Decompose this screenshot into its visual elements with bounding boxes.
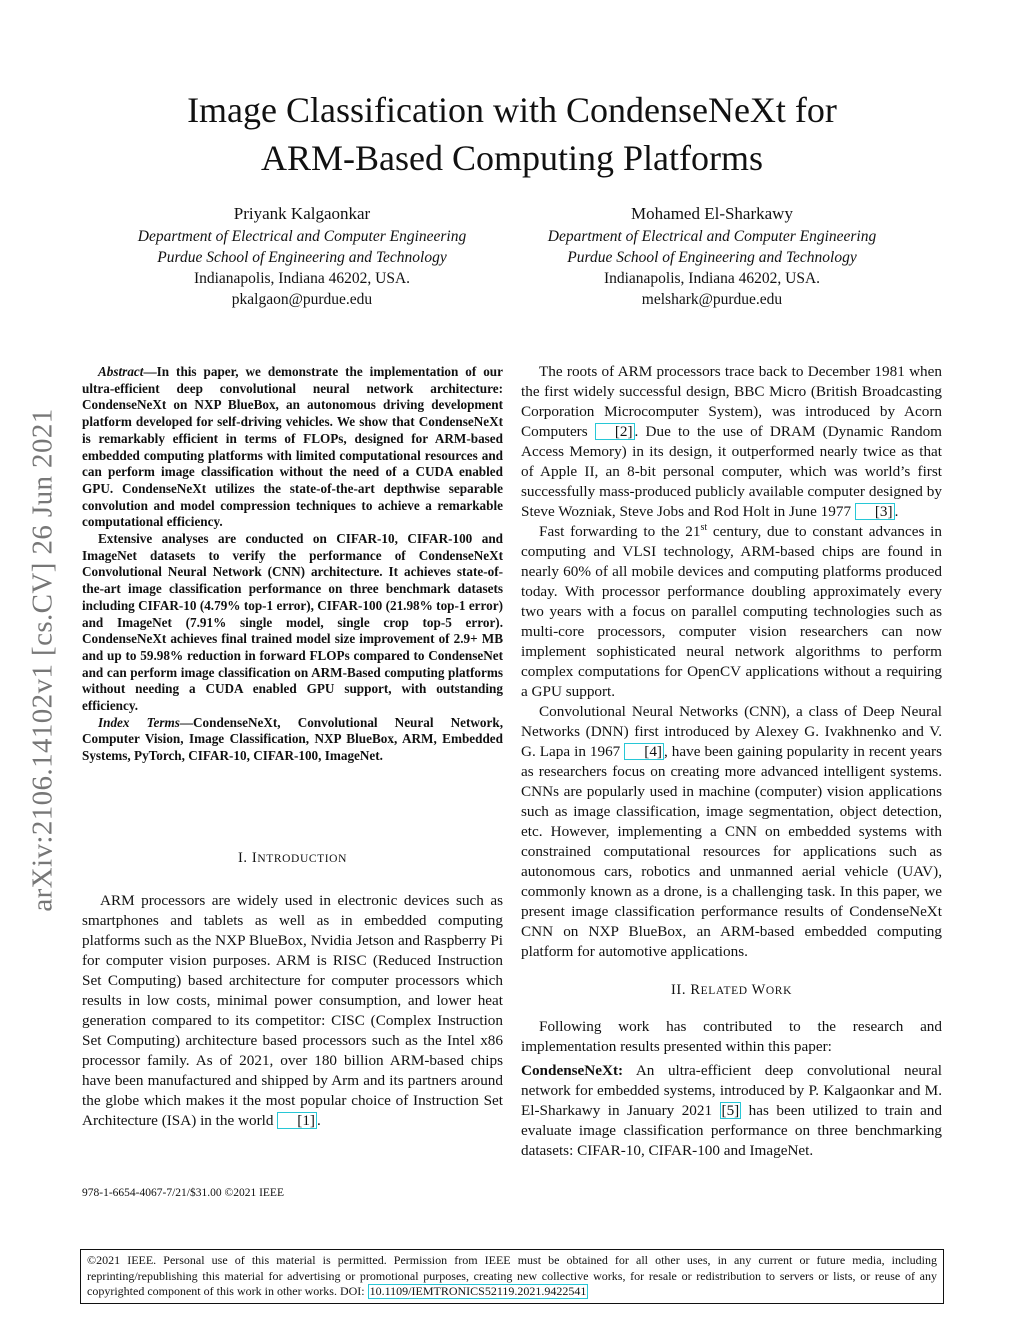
abstract-text-1: In this paper, we demonstrate the implementation of our ultra-efficient deep convolutional neural network architecture: CondenseNeXt on NXP BlueBox, an autonomous driving development platform developed for self-driving vehicles. We show that CondenseNeXt is remarkably efficient in terms of FLOPs, designed for ARM-based embedded computing platforms with limited computational resources and can perform image classification without the need of a CUDA enabled GPU. CondenseNeXt utilizes the state-of-the-art depthwise separable convolution and model compression techniques to achieve a remarkable computational efficiency. bbox=[82, 364, 503, 530]
abstract-paragraph-2: Extensive analyses are conducted on CIFAR-10, CIFAR-100 and ImageNet datasets to verify the performance of CondenseNeXt Convolutional Neural Network (CNN) architecture. It achieves state-of-the-art image classification performance on three benchmark datasets including CIFAR-10 (4.79% top-1 error), CIFAR-100 (21.98% top-1 error) and ImageNet (7.91% single model, single crop top-5 error). CondenseNeXt achieves final trained model size improvement of 2.9+ MB and up to 59.98% reduction in forward FLOPs compared to CondenseNet and can perform image classification on ARM-Based computing platforms without needing a CUDA enabled GPU support, with outstanding efficiency. bbox=[82, 531, 503, 714]
title-line-1: Image Classification with CondenseNeXt for bbox=[187, 90, 837, 130]
author-department: Department of Electrical and Computer Engineering bbox=[137, 228, 467, 245]
index-terms-label: Index Terms bbox=[98, 714, 180, 730]
arxiv-identifier: arXiv:2106.14102v1 [cs.CV] 26 Jun 2021 bbox=[26, 408, 59, 912]
abstract-label: Abstract bbox=[98, 364, 144, 379]
copyright-notice bbox=[80, 1249, 944, 1304]
right-paragraph-1: The roots of ARM processors trace back to December 1981 when the first widely successful design, BBC Micro (British Broadcasting Corporation Microcomputer System), was introduced by Acorn Computers [2] . Due to the use of DRAM (Dynamic Random Access Memory) in its design, it outperformed nearly twice as that of Apple II, an 8-bit personal computer, which was world’s first successfully mass-produced publicly available computer designed by Steve Wozniak, Steve Jobs and Rod Holt in June 1977 [3] . bbox=[521, 363, 942, 520]
citation-link[interactable]: [3] bbox=[855, 503, 895, 520]
author-name: Priyank Kalgaonkar bbox=[233, 204, 371, 223]
section-heading-related-work: II. RELATED WORK bbox=[670, 982, 792, 998]
citation-link[interactable]: [1] bbox=[277, 1112, 317, 1129]
copyright-text: ©2021 IEEE. Personal use of this material is permitted. Permission from IEEE must be obtained for all other uses, in any current or future media, including reprinting/republishing this material for advertising or promotional purposes, creating new collective works, for resale or redistribution to servers or lists, or reuse of any copyrighted component of this work in other works. DOI: bbox=[87, 1253, 937, 1298]
isbn-footnote: 978-1-6654-4067-7/21/$31.00 ©2021 IEEE bbox=[82, 1187, 284, 1199]
title-line-2: ARM-Based Computing Platforms bbox=[261, 138, 763, 178]
author-email: pkalgaon@purdue.edu bbox=[231, 291, 373, 308]
author-school: Purdue School of Engineering and Technology bbox=[567, 249, 857, 266]
citation-link[interactable]: [2] bbox=[595, 423, 635, 440]
intro-paragraph-1: ARM processors are widely used in electronic devices such as smartphones and tablets as well as in embedded computing platforms such as the NXP BlueBox, Nvidia Jetson and Raspberry Pi for computer vision purposes. ARM is RISC (Reduced Instruction Set Computing) based architecture for computer processors which results in low costs, minimal power consumption, and lower heat generation compared to its competitor: CISC (Complex Instruction Set Computing) architecture based processors such as the Intel x86 processor family. As of 2021, over 180 billion ARM-based chips have been manufactured and shipped by Arm and its partners around the globe which makes it the most popular choice of Instruction Set Architecture (ISA) in the world [1] . bbox=[82, 892, 503, 1129]
condensenext-label: CondenseNeXt: bbox=[521, 1062, 624, 1079]
abstract-paragraph-1 bbox=[82, 364, 503, 531]
arxiv-sidebar bbox=[20, 360, 66, 960]
section-heading-introduction: I. INTRODUCTION bbox=[238, 850, 347, 866]
author-block-2 bbox=[502, 203, 922, 310]
right-paragraph-2: Fast forwarding to the 21st century, due to constant advances in computing and VLSI technology, ARM-based chips are found in nearly 60% of all mobile devices and computing platforms produced today. With processor performance doubling approximately every two years with a focus on parallel computing technologies such as multi-core processors, computer vision researchers can now implement sophisticated neural network algorithms to perform complex computations for OpenCV applications without a requiring a GPU support. bbox=[521, 521, 942, 700]
paper-title bbox=[60, 86, 964, 182]
right-paragraph-4: Following work has contributed to the research and implementation results presented within this paper: bbox=[521, 1018, 942, 1055]
right-column bbox=[521, 362, 942, 1161]
abstract-dash: — bbox=[143, 364, 157, 379]
author-block-1 bbox=[92, 203, 512, 310]
right-paragraph-3: Convolutional Neural Networks (CNN), a class of Deep Neural Networks (DNN) first introduced by Alexey G. Ivakhnenko and V. G. Lapa in 1967 [4] , have been gaining popularity in recent years as researchers focus on creating more advanced intelligent systems. CNNs are popularly used in machine (computer) vision applications such as image classification, image segmentation, object detection, etc. However, implementing a CNN on embedded systems with constrained computational resources for applications such as autonomous cars, robotics and unmanned aerial vehicle (UAV), commonly known as a drone, is a challenging task. In this paper, we present image classification performance results of CondenseNeXt CNN on NXP BlueBox, an ARM-based embedded computing platform for automotive applications. bbox=[521, 703, 942, 960]
author-location: Indianapolis, Indiana 46202, USA. bbox=[603, 270, 821, 287]
author-email: melshark@purdue.edu bbox=[641, 291, 783, 308]
doi-link[interactable]: 10.1109/IEMTRONICS52119.2021.9422541 bbox=[369, 1284, 587, 1298]
author-school: Purdue School of Engineering and Technology bbox=[157, 249, 447, 266]
citation-link[interactable]: [4] bbox=[624, 743, 664, 760]
author-department: Department of Electrical and Computer Engineering bbox=[547, 228, 877, 245]
author-name: Mohamed El-Sharkawy bbox=[631, 204, 793, 223]
index-terms-text: CondenseNeXt, Convolutional Neural Network, Computer Vision, Image Classification, NXP BlueBox, ARM, Embedded Systems, PyTorch, CIFAR-10, CIFAR-100, ImageNet. bbox=[82, 714, 503, 764]
introduction-body bbox=[82, 891, 503, 1131]
author-location: Indianapolis, Indiana 46202, USA. bbox=[193, 270, 411, 287]
index-terms-dash: — bbox=[179, 714, 194, 730]
citation-link[interactable]: [5] bbox=[721, 1102, 740, 1119]
index-terms bbox=[82, 715, 503, 765]
right-paragraph-5: CondenseNeXt: An ultra-efficient deep convolutional neural network for embedded systems, introduced by P. Kalgaonkar and M. El-Sharkawy in January 2021 [5] has been utilized to train and evaluate image classification performance on three benchmarking datasets: CIFAR-10, CIFAR-100 and ImageNet. bbox=[521, 1062, 942, 1159]
abstract-block bbox=[82, 364, 503, 765]
